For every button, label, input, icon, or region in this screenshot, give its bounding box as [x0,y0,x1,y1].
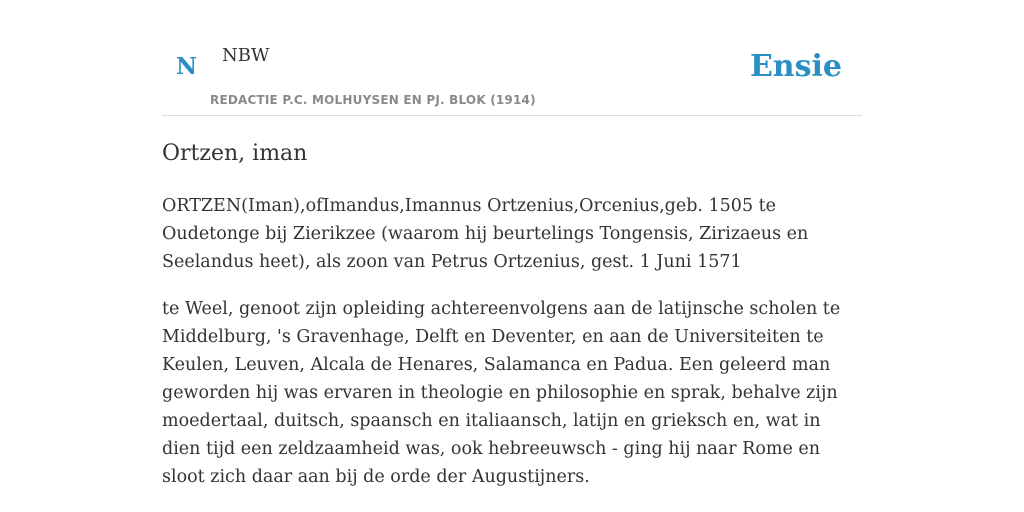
article-title: Ortzen, iman [162,141,308,166]
source-editors: REDACTIE P.C. MOLHUYSEN EN PJ. BLOK (1914) [210,93,536,107]
article-page [162,0,862,487]
article-paragraph-1: ORTZEN(Iman),ofImandus,Imannus Ortzenius,Orcenius,geb. 1505 te Oudetonge bij Zierikzee (waarom hij beurtelings Tongensis, Zirizaeus en Seelandus heet), als zoon van Petrus Ortzenius, gest. 1 Juni 1571 [162,196,809,272]
brand-logo[interactable]: Ensie [749,49,842,84]
article-paragraph-2: te Weel, genoot zijn opleiding achtereenvolgens aan de latijnsche scholen te Middelburg, 's Gravenhage, Delft en Deventer, en aan de Universiteiten te Keulen, Leuven, Alcala de Henares, Salamanca en Padua. Een geleerd man geworden hij was ervaren in theologie en philosophie en sprak, behalve zijn moedertaal, duitsch, spaansch en italiaansch, latijn en grieksch en, wat in dien tijd een zeldzaamheid was, ook hebreeuwsch - ging hij naar Rome en sloot zich daar aan bij de orde der Augustijners. [162,299,841,487]
source-logo-icon[interactable]: N [176,53,198,80]
article-header [162,0,862,116]
source-name[interactable]: NBW [222,45,270,66]
